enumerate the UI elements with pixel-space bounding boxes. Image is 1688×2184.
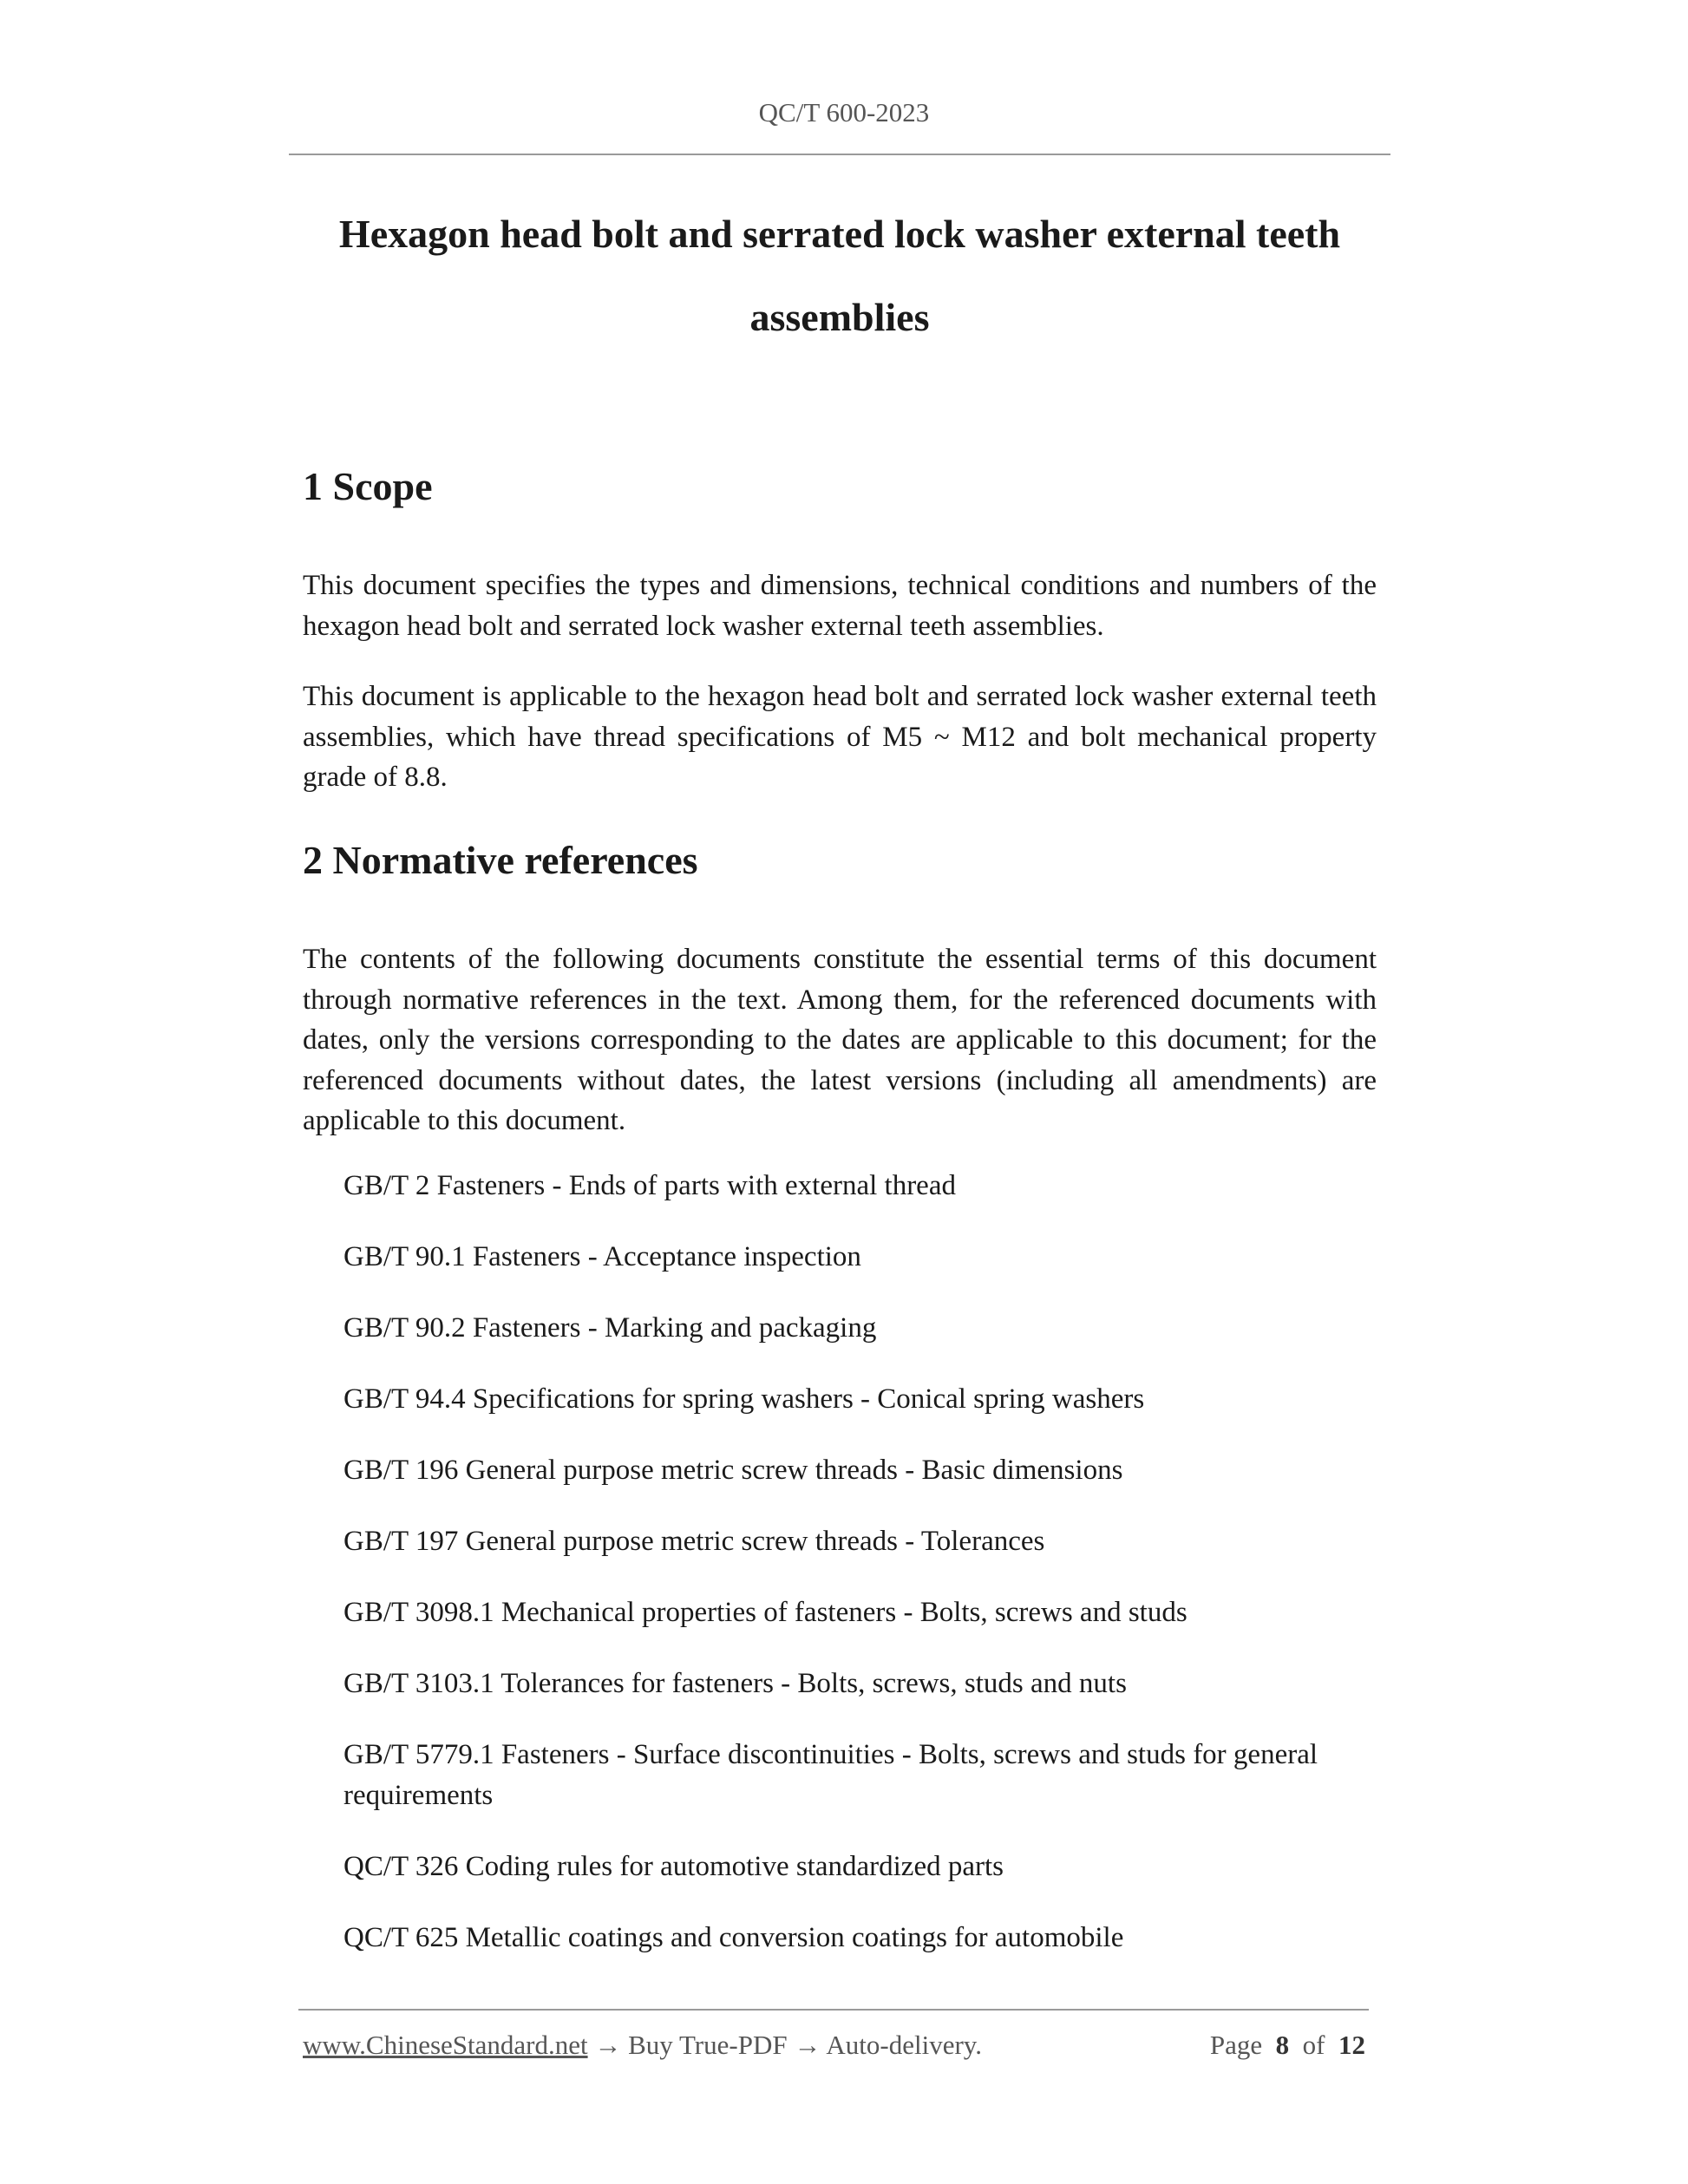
section-heading-scope: 1 Scope bbox=[303, 464, 433, 508]
page-header-code: QC/T 600-2023 bbox=[758, 97, 930, 128]
reference-item: GB/T 90.1 Fasteners - Acceptance inspection bbox=[343, 1241, 861, 1272]
reference-item: GB/T 5779.1 Fasteners - Surface discontinuities - Bolts, screws and studs for general requirements bbox=[343, 1739, 1318, 1811]
of-label: of bbox=[1302, 2030, 1325, 2060]
reference-item: QC/T 625 Metallic coatings and conversion coatings for automobile bbox=[343, 1921, 1124, 1953]
reference-item: GB/T 90.2 Fasteners - Marking and packaging bbox=[343, 1312, 877, 1344]
reference-item: GB/T 94.4 Specifications for spring washers - Conical spring washers bbox=[343, 1383, 1145, 1415]
reference-item: GB/T 197 General purpose metric screw threads - Tolerances bbox=[343, 1526, 1045, 1557]
document-title-line-2: assemblies bbox=[749, 295, 930, 339]
normative-reference-list bbox=[343, 1166, 1377, 1989]
reference-item: GB/T 3103.1 Tolerances for fasteners - Bolts, screws, studs and nuts bbox=[343, 1668, 1127, 1699]
right-arrow-icon: → bbox=[594, 2030, 622, 2060]
normative-references-paragraph: The contents of the following documents constitute the essential terms of this document through normative references in the text. Among them, for the referenced documents with dates, only the versions corresponding to the dates are applicable to this document; for the referenced documents without dates, the latest versions (including all amendments) are applicable to this document. bbox=[303, 944, 1377, 1136]
auto-delivery-text: Auto-delivery. bbox=[826, 2030, 983, 2060]
total-page-count: 12 bbox=[1338, 2030, 1365, 2060]
reference-item: GB/T 2 Fasteners - Ends of parts with external thread bbox=[343, 1170, 956, 1201]
section-heading-normative-references: 2 Normative references bbox=[303, 838, 698, 882]
scope-paragraph-2: This document is applicable to the hexagon head bolt and serrated lock washer external teeth assemblies, which have thread specifications of M5 ~ M12 and bolt mechanical property grade of 8.8. bbox=[303, 681, 1377, 793]
buy-true-pdf-text: Buy True-PDF bbox=[628, 2030, 788, 2060]
reference-item: GB/T 3098.1 Mechanical properties of fasteners - Bolts, screws and studs bbox=[343, 1597, 1187, 1628]
footer-promo bbox=[303, 2030, 982, 2061]
scope-paragraph-1: This document specifies the types and dimensions, technical conditions and numbers of the hexagon head bolt and serrated lock washer external teeth assemblies. bbox=[303, 570, 1377, 642]
document-title-line-1: Hexagon head bolt and serrated lock washer external teeth bbox=[338, 212, 1341, 256]
page-label: Page bbox=[1209, 2030, 1263, 2060]
header-divider bbox=[289, 154, 1390, 155]
right-arrow-icon: → bbox=[794, 2030, 821, 2060]
website-link[interactable]: www.ChineseStandard.net bbox=[303, 2030, 588, 2060]
current-page-number: 8 bbox=[1275, 2030, 1290, 2060]
reference-item: GB/T 196 General purpose metric screw threads - Basic dimensions bbox=[343, 1455, 1123, 1486]
footer-divider bbox=[298, 2009, 1369, 2011]
page-indicator bbox=[1210, 2030, 1365, 2061]
document-title bbox=[289, 193, 1390, 359]
reference-item: QC/T 326 Coding rules for automotive standardized parts bbox=[343, 1850, 1004, 1882]
